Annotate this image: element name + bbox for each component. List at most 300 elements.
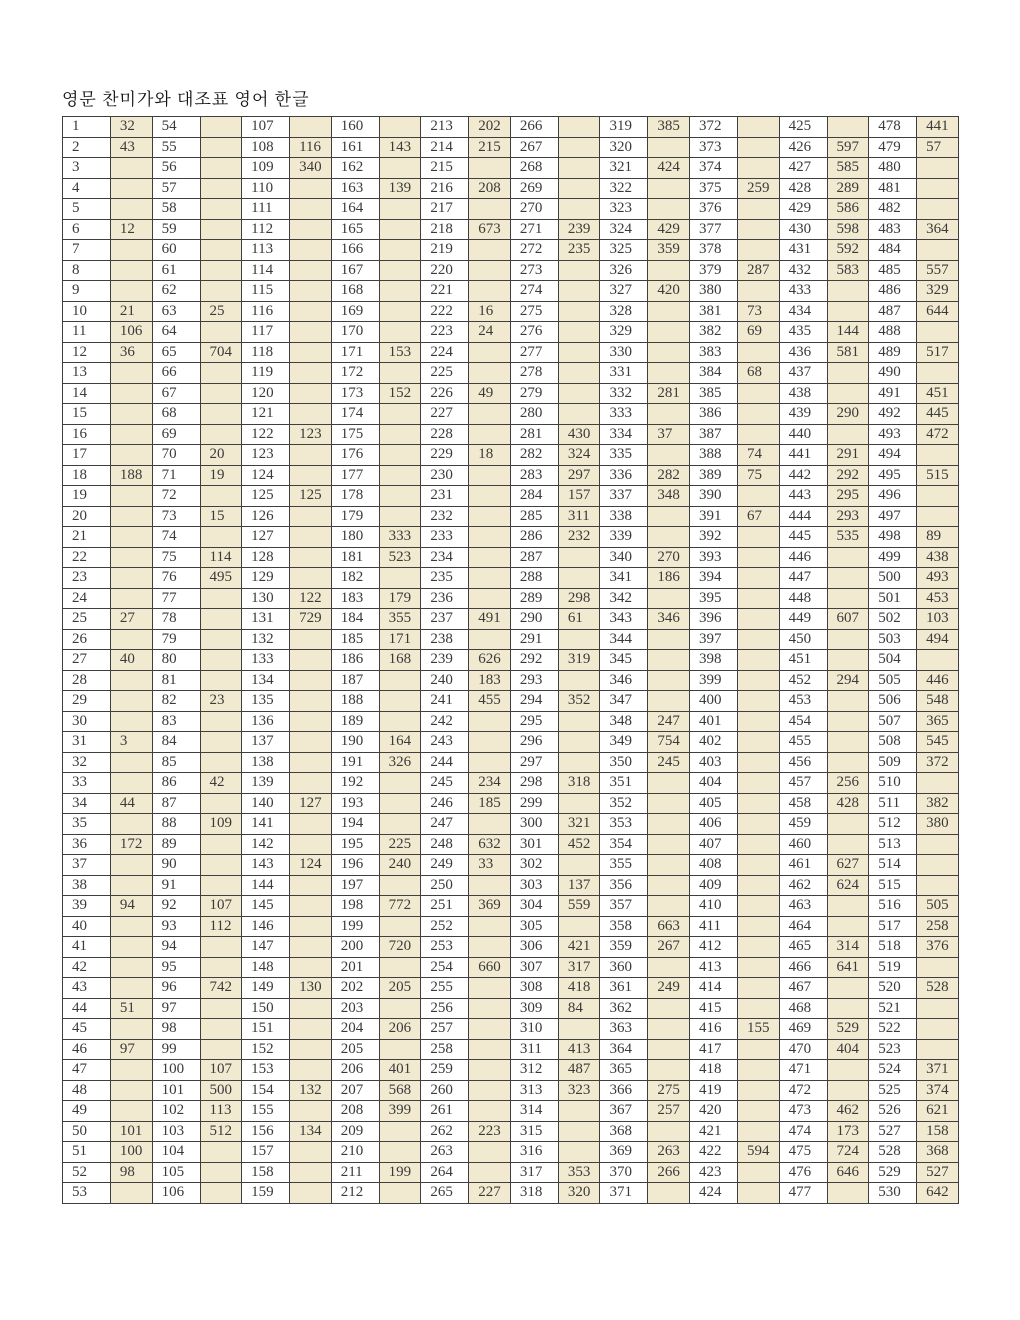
hymn-number-cell: 527 xyxy=(869,1121,917,1142)
hymn-number-cell: 277 xyxy=(510,342,558,363)
table-row xyxy=(63,1162,959,1183)
matching-number-cell xyxy=(469,1142,511,1163)
matching-number-cell xyxy=(200,404,242,425)
matching-number-cell xyxy=(469,937,511,958)
hymn-number-cell: 88 xyxy=(152,814,200,835)
matching-number-cell xyxy=(737,793,779,814)
table-row xyxy=(63,1080,959,1101)
hymn-number-cell: 250 xyxy=(421,875,469,896)
hymn-number-cell: 21 xyxy=(63,527,111,548)
matching-number-cell xyxy=(737,752,779,773)
matching-number-cell: 12 xyxy=(110,219,152,240)
matching-number-cell: 311 xyxy=(558,506,600,527)
matching-number-cell: 374 xyxy=(917,1080,959,1101)
hymn-number-cell: 352 xyxy=(600,793,648,814)
table-row xyxy=(63,957,959,978)
hymn-number-cell: 487 xyxy=(869,301,917,322)
hymn-number-cell: 106 xyxy=(152,1183,200,1204)
hymn-number-cell: 315 xyxy=(510,1121,558,1142)
matching-number-cell: 340 xyxy=(290,158,332,179)
hymn-number-cell: 421 xyxy=(690,1121,738,1142)
hymn-number-cell: 188 xyxy=(331,691,379,712)
hymn-number-cell: 308 xyxy=(510,978,558,999)
hymn-number-cell: 517 xyxy=(869,916,917,937)
hymn-number-cell: 454 xyxy=(779,711,827,732)
matching-number-cell xyxy=(110,691,152,712)
hymn-number-cell: 171 xyxy=(331,342,379,363)
table-row xyxy=(63,752,959,773)
matching-number-cell xyxy=(827,1183,869,1204)
matching-number-cell xyxy=(469,547,511,568)
hymn-number-cell: 199 xyxy=(331,916,379,937)
matching-number-cell: 627 xyxy=(827,855,869,876)
matching-number-cell: 257 xyxy=(648,1101,690,1122)
matching-number-cell: 382 xyxy=(917,793,959,814)
hymn-number-cell: 498 xyxy=(869,527,917,548)
matching-number-cell xyxy=(379,281,421,302)
hymn-number-cell: 439 xyxy=(779,404,827,425)
hymn-number-cell: 269 xyxy=(510,178,558,199)
matching-number-cell xyxy=(737,670,779,691)
hymn-number-cell: 368 xyxy=(600,1121,648,1142)
hymn-number-cell: 521 xyxy=(869,998,917,1019)
matching-number-cell xyxy=(558,301,600,322)
hymn-number-cell: 472 xyxy=(779,1080,827,1101)
hymn-number-cell: 419 xyxy=(690,1080,738,1101)
matching-number-cell xyxy=(648,178,690,199)
matching-number-cell: 523 xyxy=(379,547,421,568)
matching-number-cell xyxy=(290,1142,332,1163)
hymn-number-cell: 75 xyxy=(152,547,200,568)
matching-number-cell xyxy=(737,424,779,445)
matching-number-cell: 49 xyxy=(469,383,511,404)
hymn-number-cell: 335 xyxy=(600,445,648,466)
hymn-number-cell: 510 xyxy=(869,773,917,794)
hymn-number-cell: 457 xyxy=(779,773,827,794)
matching-number-cell xyxy=(737,1121,779,1142)
hymn-number-cell: 81 xyxy=(152,670,200,691)
matching-number-cell: 157 xyxy=(558,486,600,507)
table-row xyxy=(63,342,959,363)
table-row xyxy=(63,137,959,158)
matching-number-cell: 512 xyxy=(200,1121,242,1142)
hymn-number-cell: 177 xyxy=(331,465,379,486)
matching-number-cell xyxy=(469,1019,511,1040)
hymn-number-cell: 126 xyxy=(242,506,290,527)
matching-number-cell xyxy=(379,260,421,281)
matching-number-cell xyxy=(737,281,779,302)
hymn-number-cell: 399 xyxy=(690,670,738,691)
hymn-number-cell: 519 xyxy=(869,957,917,978)
matching-number-cell: 365 xyxy=(917,711,959,732)
hymn-number-cell: 346 xyxy=(600,670,648,691)
hymn-number-cell: 96 xyxy=(152,978,200,999)
matching-number-cell xyxy=(379,1039,421,1060)
hymn-number-cell: 205 xyxy=(331,1039,379,1060)
hymn-number-cell: 320 xyxy=(600,137,648,158)
matching-number-cell xyxy=(648,834,690,855)
hymn-number-cell: 367 xyxy=(600,1101,648,1122)
matching-number-cell: 641 xyxy=(827,957,869,978)
matching-number-cell xyxy=(827,896,869,917)
matching-number-cell xyxy=(290,445,332,466)
hymn-number-cell: 99 xyxy=(152,1039,200,1060)
matching-number-cell xyxy=(110,404,152,425)
matching-number-cell: 420 xyxy=(648,281,690,302)
hymn-number-cell: 141 xyxy=(242,814,290,835)
hymn-number-cell: 391 xyxy=(690,506,738,527)
hymn-number-cell: 197 xyxy=(331,875,379,896)
hymn-number-cell: 253 xyxy=(421,937,469,958)
matching-number-cell xyxy=(827,916,869,937)
matching-number-cell xyxy=(917,178,959,199)
hymn-number-cell: 148 xyxy=(242,957,290,978)
hymn-number-cell: 429 xyxy=(779,199,827,220)
matching-number-cell xyxy=(110,814,152,835)
hymn-number-cell: 9 xyxy=(63,281,111,302)
hymn-number-cell: 23 xyxy=(63,568,111,589)
hymn-number-cell: 474 xyxy=(779,1121,827,1142)
matching-number-cell: 364 xyxy=(917,219,959,240)
matching-number-cell: 27 xyxy=(110,609,152,630)
matching-number-cell xyxy=(558,1101,600,1122)
matching-number-cell: 380 xyxy=(917,814,959,835)
hymn-number-cell: 74 xyxy=(152,527,200,548)
matching-number-cell xyxy=(469,1101,511,1122)
matching-number-cell xyxy=(737,875,779,896)
hymn-number-cell: 35 xyxy=(63,814,111,835)
table-row xyxy=(63,588,959,609)
hymn-number-cell: 353 xyxy=(600,814,648,835)
hymn-number-cell: 336 xyxy=(600,465,648,486)
hymn-number-cell: 173 xyxy=(331,383,379,404)
hymn-number-cell: 348 xyxy=(600,711,648,732)
hymn-number-cell: 410 xyxy=(690,896,738,917)
matching-number-cell xyxy=(558,711,600,732)
matching-number-cell xyxy=(110,957,152,978)
matching-number-cell xyxy=(469,199,511,220)
matching-number-cell: 113 xyxy=(200,1101,242,1122)
matching-number-cell xyxy=(558,322,600,343)
hymn-number-cell: 77 xyxy=(152,588,200,609)
matching-number-cell xyxy=(917,322,959,343)
matching-number-cell xyxy=(827,424,869,445)
hymn-number-cell: 413 xyxy=(690,957,738,978)
hymn-number-cell: 473 xyxy=(779,1101,827,1122)
hymn-number-cell: 300 xyxy=(510,814,558,835)
matching-number-cell xyxy=(827,301,869,322)
matching-number-cell xyxy=(827,1080,869,1101)
matching-number-cell: 294 xyxy=(827,670,869,691)
matching-number-cell xyxy=(290,1101,332,1122)
matching-number-cell: 188 xyxy=(110,465,152,486)
hymn-number-cell: 132 xyxy=(242,629,290,650)
matching-number-cell: 73 xyxy=(737,301,779,322)
matching-number-cell xyxy=(200,670,242,691)
hymn-number-cell: 241 xyxy=(421,691,469,712)
matching-number-cell xyxy=(379,814,421,835)
hymn-number-cell: 27 xyxy=(63,650,111,671)
matching-number-cell xyxy=(737,814,779,835)
hymn-number-cell: 317 xyxy=(510,1162,558,1183)
hymn-number-cell: 6 xyxy=(63,219,111,240)
hymn-number-cell: 125 xyxy=(242,486,290,507)
matching-number-cell xyxy=(737,629,779,650)
matching-number-cell xyxy=(110,506,152,527)
hymn-number-cell: 131 xyxy=(242,609,290,630)
matching-number-cell xyxy=(110,486,152,507)
hymn-number-cell: 385 xyxy=(690,383,738,404)
matching-number-cell xyxy=(379,424,421,445)
hymn-number-cell: 119 xyxy=(242,363,290,384)
hymn-number-cell: 504 xyxy=(869,650,917,671)
matching-number-cell xyxy=(200,199,242,220)
hymn-number-cell: 97 xyxy=(152,998,200,1019)
matching-number-cell xyxy=(290,1060,332,1081)
matching-number-cell xyxy=(737,568,779,589)
matching-number-cell: 134 xyxy=(290,1121,332,1142)
hymn-number-cell: 501 xyxy=(869,588,917,609)
hymn-number-cell: 18 xyxy=(63,465,111,486)
table-row xyxy=(63,260,959,281)
matching-number-cell: 19 xyxy=(200,465,242,486)
matching-number-cell: 43 xyxy=(110,137,152,158)
matching-number-cell xyxy=(558,793,600,814)
matching-number-cell xyxy=(469,363,511,384)
matching-number-cell: 42 xyxy=(200,773,242,794)
matching-number-cell: 298 xyxy=(558,588,600,609)
matching-number-cell: 424 xyxy=(648,158,690,179)
hymn-number-cell: 381 xyxy=(690,301,738,322)
matching-number-cell: 592 xyxy=(827,240,869,261)
matching-number-cell: 568 xyxy=(379,1080,421,1101)
hymn-number-cell: 150 xyxy=(242,998,290,1019)
hymn-number-cell: 494 xyxy=(869,445,917,466)
hymn-number-cell: 520 xyxy=(869,978,917,999)
matching-number-cell: 724 xyxy=(827,1142,869,1163)
matching-number-cell xyxy=(379,773,421,794)
matching-number-cell xyxy=(110,1060,152,1081)
matching-number-cell: 143 xyxy=(379,137,421,158)
hymn-number-cell: 139 xyxy=(242,773,290,794)
table-row xyxy=(63,855,959,876)
hymn-number-cell: 100 xyxy=(152,1060,200,1081)
matching-number-cell xyxy=(200,650,242,671)
matching-number-cell: 144 xyxy=(827,322,869,343)
matching-number-cell xyxy=(110,670,152,691)
matching-number-cell: 559 xyxy=(558,896,600,917)
hymn-number-cell: 130 xyxy=(242,588,290,609)
hymn-number-cell: 167 xyxy=(331,260,379,281)
matching-number-cell xyxy=(469,506,511,527)
matching-number-cell: 720 xyxy=(379,937,421,958)
matching-number-cell xyxy=(469,752,511,773)
matching-number-cell xyxy=(469,424,511,445)
matching-number-cell xyxy=(737,219,779,240)
hymn-number-cell: 324 xyxy=(600,219,648,240)
matching-number-cell: 270 xyxy=(648,547,690,568)
hymn-number-cell: 411 xyxy=(690,916,738,937)
hymn-number-cell: 479 xyxy=(869,137,917,158)
matching-number-cell xyxy=(379,1183,421,1204)
matching-number-cell: 114 xyxy=(200,547,242,568)
matching-number-cell: 673 xyxy=(469,219,511,240)
hymn-number-cell: 101 xyxy=(152,1080,200,1101)
hymn-number-cell: 350 xyxy=(600,752,648,773)
matching-number-cell: 581 xyxy=(827,342,869,363)
hymn-number-cell: 418 xyxy=(690,1060,738,1081)
hymn-number-cell: 313 xyxy=(510,1080,558,1101)
hymn-number-cell: 495 xyxy=(869,465,917,486)
matching-number-cell xyxy=(200,383,242,404)
matching-number-cell xyxy=(469,588,511,609)
matching-number-cell xyxy=(200,322,242,343)
matching-number-cell xyxy=(290,240,332,261)
matching-number-cell xyxy=(558,568,600,589)
matching-number-cell xyxy=(290,670,332,691)
matching-number-cell xyxy=(737,732,779,753)
hymn-number-cell: 524 xyxy=(869,1060,917,1081)
hymn-number-cell: 151 xyxy=(242,1019,290,1040)
hymn-number-cell: 417 xyxy=(690,1039,738,1060)
matching-number-cell xyxy=(917,773,959,794)
matching-number-cell: 40 xyxy=(110,650,152,671)
matching-number-cell xyxy=(558,1121,600,1142)
matching-number-cell: 545 xyxy=(917,732,959,753)
matching-number-cell xyxy=(737,199,779,220)
matching-number-cell: 97 xyxy=(110,1039,152,1060)
matching-number-cell xyxy=(200,793,242,814)
hymn-number-cell: 366 xyxy=(600,1080,648,1101)
matching-number-cell xyxy=(110,773,152,794)
hymn-number-cell: 423 xyxy=(690,1162,738,1183)
hymn-number-cell: 48 xyxy=(63,1080,111,1101)
matching-number-cell xyxy=(290,711,332,732)
hymn-number-cell: 63 xyxy=(152,301,200,322)
hymn-number-cell: 380 xyxy=(690,281,738,302)
hymn-number-cell: 516 xyxy=(869,896,917,917)
hymn-number-cell: 396 xyxy=(690,609,738,630)
hymn-number-cell: 397 xyxy=(690,629,738,650)
matching-number-cell xyxy=(200,1019,242,1040)
hymn-number-cell: 248 xyxy=(421,834,469,855)
hymn-number-cell: 183 xyxy=(331,588,379,609)
hymn-number-cell: 62 xyxy=(152,281,200,302)
hymn-number-cell: 57 xyxy=(152,178,200,199)
hymn-number-cell: 505 xyxy=(869,670,917,691)
matching-number-cell: 352 xyxy=(558,691,600,712)
hymn-number-cell: 133 xyxy=(242,650,290,671)
hymn-number-cell: 50 xyxy=(63,1121,111,1142)
table-row xyxy=(63,568,959,589)
matching-number-cell: 586 xyxy=(827,199,869,220)
hymn-number-cell: 341 xyxy=(600,568,648,589)
matching-number-cell xyxy=(737,650,779,671)
matching-number-cell: 607 xyxy=(827,609,869,630)
hymn-number-cell: 456 xyxy=(779,752,827,773)
hymn-number-cell: 295 xyxy=(510,711,558,732)
matching-number-cell: 333 xyxy=(379,527,421,548)
matching-number-cell xyxy=(379,363,421,384)
matching-number-cell xyxy=(290,178,332,199)
matching-number-cell xyxy=(290,342,332,363)
hymn-number-cell: 233 xyxy=(421,527,469,548)
matching-number-cell: 348 xyxy=(648,486,690,507)
matching-number-cell xyxy=(469,998,511,1019)
matching-number-cell: 557 xyxy=(917,260,959,281)
hymn-number-cell: 443 xyxy=(779,486,827,507)
hymn-number-cell: 163 xyxy=(331,178,379,199)
hymn-number-cell: 127 xyxy=(242,527,290,548)
hymn-number-cell: 2 xyxy=(63,137,111,158)
matching-number-cell: 594 xyxy=(737,1142,779,1163)
table-row xyxy=(63,650,959,671)
hymn-number-cell: 433 xyxy=(779,281,827,302)
matching-number-cell: 369 xyxy=(469,896,511,917)
hymn-number-cell: 169 xyxy=(331,301,379,322)
hymn-number-cell: 223 xyxy=(421,322,469,343)
hymn-number-cell: 274 xyxy=(510,281,558,302)
hymn-number-cell: 219 xyxy=(421,240,469,261)
matching-number-cell xyxy=(110,1101,152,1122)
hymn-number-cell: 530 xyxy=(869,1183,917,1204)
hymn-number-cell: 184 xyxy=(331,609,379,630)
matching-number-cell xyxy=(200,240,242,261)
table-row xyxy=(63,281,959,302)
hymn-number-cell: 14 xyxy=(63,383,111,404)
hymn-number-cell: 192 xyxy=(331,773,379,794)
hymn-number-cell: 483 xyxy=(869,219,917,240)
hymn-number-cell: 166 xyxy=(331,240,379,261)
matching-number-cell: 291 xyxy=(827,445,869,466)
hymn-number-cell: 84 xyxy=(152,732,200,753)
hymn-number-cell: 4 xyxy=(63,178,111,199)
matching-number-cell: 487 xyxy=(558,1060,600,1081)
matching-number-cell xyxy=(290,650,332,671)
hymn-number-cell: 72 xyxy=(152,486,200,507)
hymn-number-cell: 229 xyxy=(421,445,469,466)
hymn-number-cell: 61 xyxy=(152,260,200,281)
hymn-number-cell: 337 xyxy=(600,486,648,507)
hymn-number-cell: 293 xyxy=(510,670,558,691)
hymn-number-cell: 386 xyxy=(690,404,738,425)
hymn-number-cell: 102 xyxy=(152,1101,200,1122)
matching-number-cell xyxy=(558,670,600,691)
hymn-number-cell: 49 xyxy=(63,1101,111,1122)
hymn-number-cell: 301 xyxy=(510,834,558,855)
hymn-number-cell: 92 xyxy=(152,896,200,917)
table-row xyxy=(63,1039,959,1060)
hymn-number-cell: 370 xyxy=(600,1162,648,1183)
matching-number-cell: 152 xyxy=(379,383,421,404)
table-row xyxy=(63,158,959,179)
hymn-number-cell: 379 xyxy=(690,260,738,281)
hymn-number-cell: 225 xyxy=(421,363,469,384)
hymn-number-cell: 446 xyxy=(779,547,827,568)
matching-number-cell xyxy=(110,240,152,261)
table-row xyxy=(63,998,959,1019)
hymn-number-cell: 180 xyxy=(331,527,379,548)
hymn-number-cell: 455 xyxy=(779,732,827,753)
hymn-number-cell: 497 xyxy=(869,506,917,527)
matching-number-cell xyxy=(469,814,511,835)
hymn-number-cell: 33 xyxy=(63,773,111,794)
matching-number-cell xyxy=(110,855,152,876)
hymn-number-cell: 147 xyxy=(242,937,290,958)
hymn-number-cell: 10 xyxy=(63,301,111,322)
hymn-number-cell: 333 xyxy=(600,404,648,425)
matching-number-cell: 61 xyxy=(558,609,600,630)
